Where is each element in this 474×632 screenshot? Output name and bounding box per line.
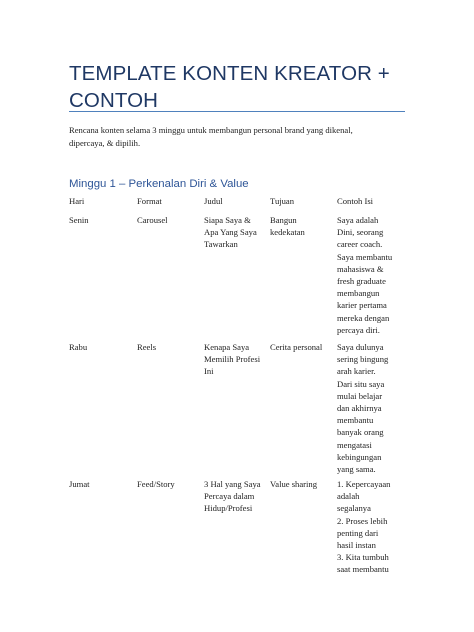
header-judul: Judul (204, 196, 223, 206)
header-hari: Hari (69, 196, 85, 206)
section-heading: Minggu 1 – Perkenalan Diri & Value (69, 178, 249, 190)
cell-line: segalanya (337, 503, 371, 514)
table-cell-format (137, 478, 197, 490)
cell-line: Siapa Saya & (204, 215, 251, 225)
cell-line: sering bingung (337, 354, 389, 365)
cell-line: banyak orang (337, 427, 384, 438)
cell-line: fresh graduate (337, 276, 386, 287)
cell-line: Dari situ saya (337, 378, 385, 389)
header-format: Format (137, 196, 162, 206)
cell-line: 2. Proses lebih (337, 515, 388, 526)
table-cell-hari (69, 341, 129, 353)
cell-line: mulai belajar (337, 390, 383, 401)
cell-line: Saya membantu (337, 251, 393, 262)
cell-line: hasil instan (337, 540, 376, 551)
cell-line: mengatasi (337, 439, 372, 450)
cell-line: career coach. (337, 239, 383, 250)
header-tujuan: Tujuan (270, 196, 295, 206)
cell-line: 3. Kita tumbuh (337, 552, 389, 563)
cell-line: Apa Yang Saya (204, 227, 257, 238)
cell-line: dan akhirnya (337, 403, 382, 414)
cell-line: Percaya dalam (204, 491, 255, 502)
cell-line: Carousel (137, 215, 168, 225)
intro-line: Rencana konten selama 3 minggu untuk membangun personal brand yang dikenal, (69, 125, 353, 135)
cell-line: Bangun (270, 215, 297, 225)
cell-line: Reels (137, 342, 157, 352)
cell-line: Feed/Story (137, 479, 175, 489)
cell-line: Saya dulunya (337, 342, 384, 352)
cell-line: saat membantu (337, 564, 389, 575)
table-cell-tujuan (270, 478, 332, 490)
cell-line: Kenapa Saya (204, 342, 250, 352)
header-contoh-isi: Contoh Isi (337, 196, 374, 206)
table-cell-hari (69, 214, 129, 226)
table-cell-contoh-isi (337, 341, 399, 475)
cell-line: membantu (337, 415, 374, 426)
cell-line: karier pertama (337, 300, 387, 311)
cell-line: arah karier. (337, 366, 376, 377)
cell-line: Dini, seorang (337, 227, 384, 238)
cell-line: Hidup/Profesi (204, 503, 253, 514)
cell-line: penting dari (337, 527, 379, 538)
cell-line: Senin (69, 215, 89, 225)
table-cell-tujuan (270, 214, 332, 238)
cell-line: mereka dengan (337, 312, 390, 323)
table-cell-contoh-isi (337, 214, 399, 336)
cell-line: membangun (337, 288, 380, 299)
cell-line: 3 Hal yang Saya (204, 479, 261, 489)
title-line: CONTOH (69, 89, 159, 112)
cell-line: kebingungan (337, 451, 382, 462)
cell-line: Saya adalah (337, 215, 379, 225)
table-cell-judul (204, 341, 266, 378)
cell-line: Cerita personal (270, 342, 323, 352)
table-cell-hari (69, 478, 129, 490)
table-cell-contoh-isi (337, 478, 399, 576)
cell-line: yang sama. (337, 464, 376, 475)
cell-line: Rabu (69, 342, 88, 352)
cell-line: Memilih Profesi (204, 354, 261, 365)
cell-line: percaya diri. (337, 324, 380, 335)
table-cell-judul (204, 214, 266, 251)
cell-line: Tawarkan (204, 239, 238, 250)
intro-line: dipercaya, & dipilih. (69, 137, 141, 148)
intro-paragraph (69, 124, 369, 149)
document-title (69, 60, 409, 114)
cell-line: 1. Kepercayaan (337, 479, 391, 489)
table-cell-format (137, 341, 197, 353)
title-line: TEMPLATE KONTEN KREATOR + (69, 62, 390, 85)
cell-line: adalah (337, 491, 360, 502)
cell-line: mahasiswa & (337, 263, 384, 274)
cell-line: Value sharing (270, 479, 318, 489)
table-cell-judul (204, 478, 266, 515)
cell-line: Ini (204, 366, 214, 377)
title-divider (69, 111, 405, 112)
cell-line: Jumat (69, 479, 90, 489)
table-cell-tujuan (270, 341, 332, 353)
table-cell-format (137, 214, 197, 226)
cell-line: kedekatan (270, 227, 305, 238)
